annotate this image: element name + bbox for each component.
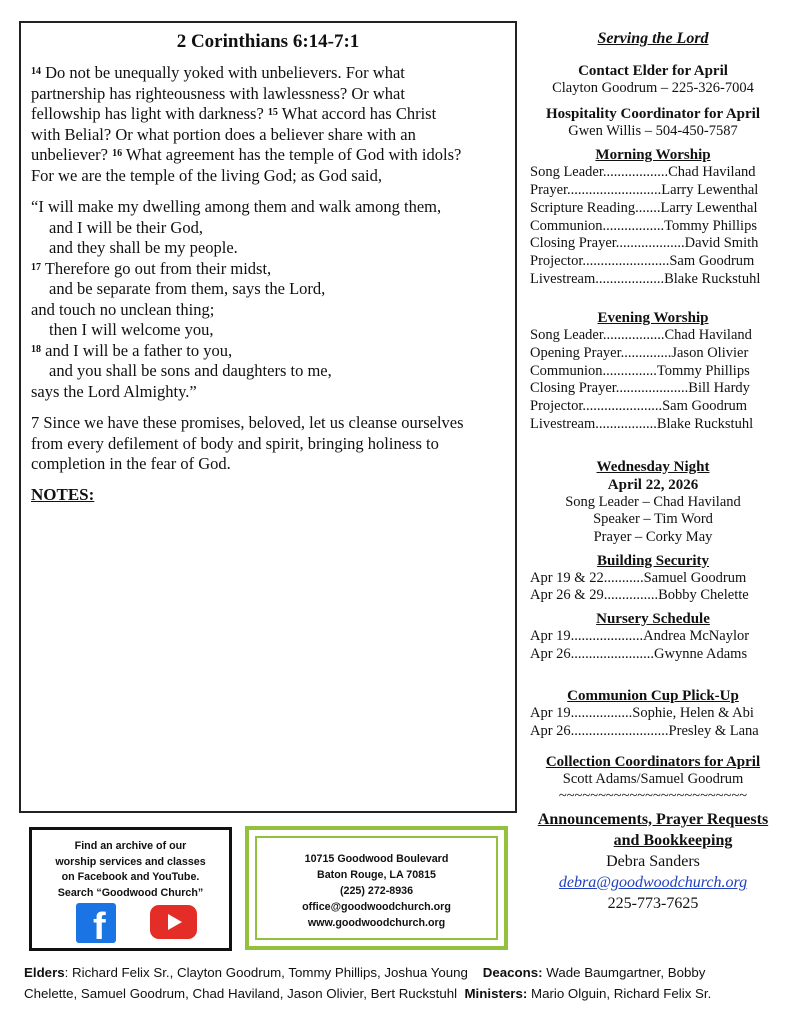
- verse-line: unbeliever? $^{16}$ What agreement has the temple of God with idols?: [31, 145, 462, 164]
- poem-line: and I will be their God,: [49, 217, 203, 237]
- wednesday-item: Speaker – Tim Word: [593, 511, 713, 528]
- announcements-heading: Announcements, Prayer Requests and Bookkeeping: [537, 810, 769, 849]
- serving-title: Serving the Lord: [597, 30, 709, 47]
- evening-worship-heading: Evening Worship: [597, 310, 709, 327]
- announcements-phone: 225-773-7625: [607, 894, 699, 912]
- poem-line: and they shall be my people.: [49, 238, 238, 257]
- address-text: 10715 Goodwood Boulevard Baton Rouge, LA 70815 (225) 272-8936 office@goodwoodchurch.org www.goodwoodchurch.org: [302, 853, 451, 929]
- poem-line: “I will make my dwelling among them and walk among them,: [31, 197, 442, 216]
- morning-item: Scripture Reading.......Larry Lewenthal: [530, 199, 758, 216]
- hospitality-value: Gwen Willis – 504-450-7587: [568, 122, 738, 139]
- collection-value: Scott Adams/Samuel Goodrum: [562, 770, 744, 787]
- archive-box: [29, 827, 232, 951]
- evening-item: Song Leader.................Chad Haviland: [530, 327, 752, 344]
- scripture-panel: [19, 21, 517, 813]
- closing-line: 7 Since we have these promises, beloved, let us cleanse ourselves: [31, 413, 464, 432]
- nursery-item: Apr 26.......................Gwynne Adams: [530, 645, 748, 662]
- wednesday-item: Prayer – Corky May: [593, 528, 713, 545]
- notes-label: NOTES:: [31, 484, 95, 504]
- morning-item: Closing Prayer...................David Smith: [530, 235, 759, 252]
- evening-item: Communion...............Tommy Phillips: [530, 362, 750, 379]
- building-security-heading: Building Security: [596, 552, 710, 569]
- poem-line: $^{17}$ Therefore go out from their midst,: [31, 258, 272, 278]
- address-box: [245, 826, 508, 950]
- facebook-icon[interactable]: f: [76, 903, 116, 943]
- poem-line: and you shall be sons and daughters to me,: [49, 361, 332, 380]
- evening-item: Livestream.................Blake Ruckstuhl: [530, 415, 754, 432]
- morning-item: Livestream...................Blake Ruckstuhl: [530, 270, 761, 287]
- wednesday-date: April 22, 2026: [607, 476, 699, 493]
- serving-column: [524, 30, 782, 914]
- closing-line: completion in the fear of God.: [31, 454, 231, 473]
- closing-line: from every defilement of body and spirit, bringing holiness to: [31, 433, 439, 453]
- nursery-item: Apr 19....................Andrea McNaylor: [530, 628, 750, 645]
- wednesday-item: Song Leader – Chad Haviland: [565, 493, 741, 510]
- nursery-heading: Nursery Schedule: [596, 611, 710, 628]
- poem-line: and be separate from them, says the Lord,: [49, 279, 326, 298]
- scripture-title: 2 Corinthians 6:14-7:1: [176, 31, 360, 52]
- youtube-icon[interactable]: [150, 905, 197, 939]
- poem-line: $^{18}$ and I will be a father to you,: [31, 340, 233, 360]
- footer-leadership: Elders: Richard Felix Sr., Clayton Goodrum, Tommy Phillips, Joshua Young Deacons: Wade Baumgartner, Bobby Chelette, Samuel Goodrum, Chad Haviland, Jason Olivier, Bert Ruckstuhl Ministers: Mario Olguin, Richard Felix Sr.: [24, 965, 712, 1001]
- security-item: Apr 19 & 22...........Samuel Goodrum: [530, 569, 747, 586]
- verse-line: For we are the temple of the living God; as God said,: [31, 165, 383, 185]
- contact-elder-heading: Contact Elder for April: [578, 63, 728, 79]
- morning-item: Prayer..........................Larry Lewenthal: [530, 182, 759, 199]
- poem-line: then I will welcome you,: [49, 320, 214, 339]
- announcements-contact: Debra Sanders: [606, 852, 700, 870]
- security-item: Apr 26 & 29...............Bobby Chelette: [530, 587, 749, 604]
- announcements-email[interactable]: debra@goodwoodchurch.org: [558, 873, 748, 891]
- verse-line: with Belial? Or what portion does a believer share with an: [31, 124, 416, 144]
- collection-heading: Collection Coordinators for April: [545, 753, 761, 770]
- verse-line: fellowship has light with darkness? $^{15}$ What accord has Christ: [31, 104, 437, 123]
- evening-item: Closing Prayer....................Bill Hardy: [530, 380, 750, 397]
- evening-item: Projector......................Sam Goodrum: [530, 398, 748, 415]
- wednesday-heading: Wednesday Night: [596, 458, 710, 475]
- morning-item: Projector........................Sam Goodrum: [530, 252, 755, 269]
- communion-cup-heading: Communion Cup Plick-Up: [567, 688, 739, 705]
- morning-item: Song Leader..................Chad Haviland: [530, 164, 756, 181]
- archive-text: Find an archive of our worship services and classes on Facebook and YouTube. Search “Goodwood Church”: [55, 840, 206, 899]
- evening-item: Opening Prayer..............Jason Olivier: [530, 345, 749, 362]
- poem-line: and touch no unclean thing;: [31, 299, 215, 319]
- verse-line: partnership has righteousness with lawlessness? Or what: [31, 83, 405, 103]
- morning-item: Communion.................Tommy Phillips: [530, 217, 757, 234]
- poem-line: says the Lord Almighty.”: [31, 381, 197, 401]
- hospitality-heading: Hospitality Coordinator for April: [545, 105, 761, 122]
- cup-item: Apr 19.................Sophie, Helen & Abi: [530, 705, 754, 722]
- verse-line: $^{14}$ Do not be unequally yoked with unbelievers. For what: [31, 63, 405, 82]
- morning-worship-heading: Morning Worship: [595, 147, 711, 164]
- separator: ~~~~~~~~~~~~~~~~~~~~~~~~: [558, 787, 748, 804]
- cup-item: Apr 26...........................Presley & Lana: [530, 723, 759, 740]
- contact-elder-value: Clayton Goodrum – 225-326-7004: [552, 80, 754, 96]
